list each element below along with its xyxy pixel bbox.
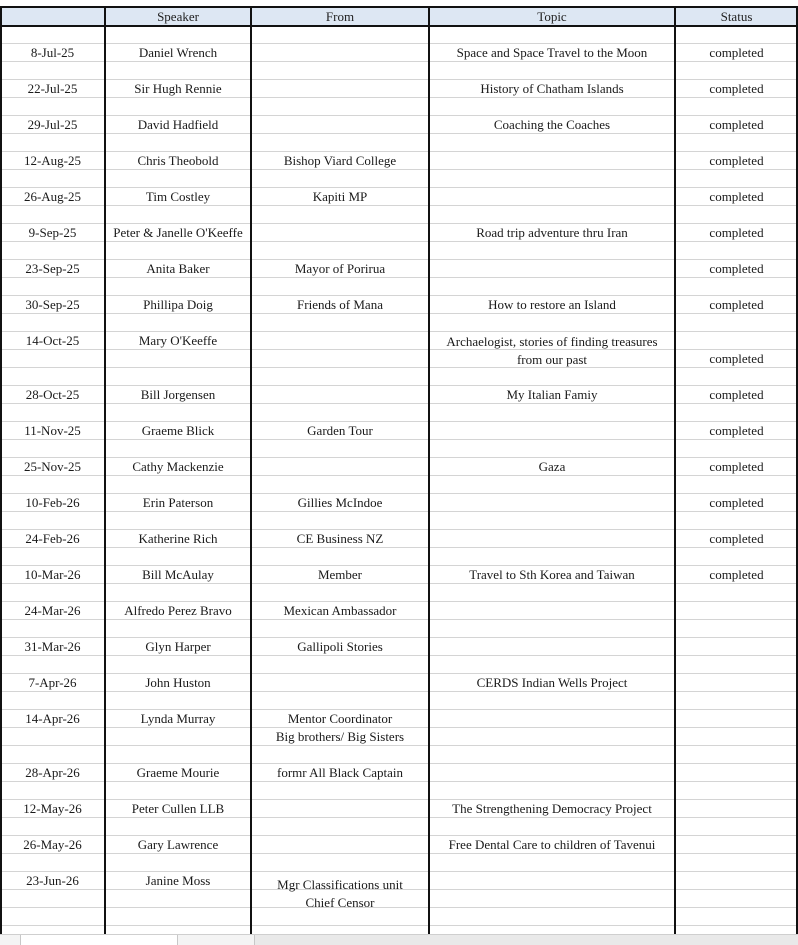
row-status[interactable]: completed <box>709 387 764 402</box>
row-status[interactable]: completed <box>709 567 764 582</box>
gridline <box>0 925 798 926</box>
row-date[interactable]: 26-Aug-25 <box>23 189 82 204</box>
row-topic-line2[interactable]: from our past <box>516 352 588 367</box>
row-speaker[interactable]: Bill McAulay <box>142 567 214 582</box>
row-speaker[interactable]: Lynda Murray <box>140 711 216 726</box>
column-border <box>0 6 2 934</box>
column-border <box>428 6 430 934</box>
row-speaker[interactable]: Katherine Rich <box>138 531 218 546</box>
row-from[interactable]: Gallipoli Stories <box>297 639 383 654</box>
row-topic[interactable]: Travel to Sth Korea and Taiwan <box>469 567 635 582</box>
row-status[interactable]: completed <box>709 153 764 168</box>
row-speaker[interactable]: Peter Cullen LLB <box>131 801 225 816</box>
row-from[interactable]: Mgr Classifications unit <box>277 877 403 892</box>
row-date[interactable]: 12-Aug-25 <box>23 153 82 168</box>
row-status[interactable]: completed <box>709 261 764 276</box>
row-speaker[interactable]: John Huston <box>145 675 211 690</box>
row-date[interactable]: 22-Jul-25 <box>27 81 78 96</box>
row-speaker[interactable]: Chris Theobold <box>137 153 219 168</box>
row-speaker[interactable]: Mary O'Keeffe <box>138 333 218 348</box>
row-speaker[interactable]: Graeme Mourie <box>136 765 220 780</box>
row-speaker[interactable]: Janine Moss <box>145 873 211 888</box>
row-date[interactable]: 14-Oct-25 <box>25 333 80 348</box>
sheet-tab-bar <box>0 934 798 945</box>
header-date <box>0 8 105 25</box>
row-speaker[interactable]: David Hadfield <box>137 117 219 132</box>
row-from[interactable]: Friends of Mana <box>297 297 383 312</box>
row-date[interactable]: 31-Mar-26 <box>24 639 81 654</box>
row-status[interactable]: completed <box>709 189 764 204</box>
row-from[interactable]: Bishop Viard College <box>283 153 397 168</box>
row-speaker[interactable]: Sir Hugh Rennie <box>134 81 222 96</box>
row-from[interactable]: formr All Black Captain <box>276 765 403 780</box>
row-date[interactable]: 30-Sep-25 <box>25 297 80 312</box>
row-status[interactable]: completed <box>709 81 764 96</box>
row-from-line2[interactable]: Big brothers/ Big Sisters <box>275 729 405 744</box>
row-from[interactable]: Kapiti MP <box>312 189 368 204</box>
header-topic: Topic <box>537 9 567 24</box>
row-speaker[interactable]: Peter & Janelle O'Keeffe <box>113 225 243 240</box>
row-speaker[interactable]: Gary Lawrence <box>137 837 219 852</box>
row-topic[interactable]: The Strengthening Democracy Project <box>452 801 652 816</box>
row-from[interactable]: Mexican Ambassador <box>283 603 397 618</box>
row-date[interactable]: 24-Mar-26 <box>24 603 81 618</box>
row-date[interactable]: 11-Nov-25 <box>24 423 81 438</box>
header-from: From <box>325 9 355 24</box>
row-speaker[interactable]: Daniel Wrench <box>138 45 218 60</box>
row-from[interactable]: Gillies McIndoe <box>297 495 383 510</box>
row-date[interactable]: 29-Jul-25 <box>27 117 78 132</box>
row-topic[interactable]: Road trip adventure thru Iran <box>476 225 628 240</box>
row-speaker[interactable]: Cathy Mackenzie <box>132 459 224 474</box>
row-topic[interactable]: CERDS Indian Wells Project <box>476 675 628 690</box>
row-status[interactable]: completed <box>709 531 764 546</box>
row-date[interactable]: 10-Mar-26 <box>24 567 81 582</box>
row-date[interactable]: 23-Sep-25 <box>25 261 80 276</box>
row-date[interactable]: 25-Nov-25 <box>23 459 82 474</box>
row-topic[interactable]: History of Chatham Islands <box>480 81 624 96</box>
row-speaker[interactable]: Bill Jorgensen <box>140 387 216 402</box>
row-date[interactable]: 8-Jul-25 <box>30 45 75 60</box>
column-border <box>250 6 252 934</box>
row-date[interactable]: 28-Oct-25 <box>25 387 80 402</box>
row-speaker[interactable]: Tim Costley <box>145 189 211 204</box>
row-status[interactable]: completed <box>709 423 764 438</box>
row-status[interactable]: completed <box>709 225 764 240</box>
header-bottom-border <box>0 25 798 27</box>
row-topic[interactable]: Free Dental Care to children of Tavenui <box>448 837 656 852</box>
row-topic[interactable]: My Italian Famiy <box>506 387 598 402</box>
row-from[interactable]: CE Business NZ <box>296 531 384 546</box>
row-from-line2[interactable]: Chief Censor <box>305 895 375 910</box>
row-date[interactable]: 7-Apr-26 <box>28 675 77 690</box>
row-topic[interactable]: How to restore an Island <box>488 297 616 312</box>
header-speaker: Speaker <box>157 9 199 24</box>
row-from[interactable]: Mayor of Porirua <box>294 261 386 276</box>
row-speaker[interactable]: Graeme Blick <box>141 423 215 438</box>
row-topic[interactable]: Gaza <box>538 459 566 474</box>
row-topic[interactable]: Archaelogist, stories of finding treasures <box>446 334 658 349</box>
row-date[interactable]: 10-Feb-26 <box>25 495 80 510</box>
row-date[interactable]: 24-Feb-26 <box>25 531 80 546</box>
row-topic[interactable]: Coaching the Coaches <box>493 117 611 132</box>
row-status[interactable]: completed <box>709 495 764 510</box>
row-date[interactable]: 12-May-26 <box>23 801 82 816</box>
row-from[interactable]: Garden Tour <box>307 423 373 438</box>
row-speaker[interactable]: Glyn Harper <box>145 639 211 654</box>
row-date[interactable]: 9-Sep-25 <box>28 225 77 240</box>
row-speaker[interactable]: Alfredo Perez Bravo <box>124 603 232 618</box>
row-from[interactable]: Member <box>317 567 363 582</box>
row-date[interactable]: 26-May-26 <box>23 837 82 852</box>
row-status[interactable]: completed <box>709 117 764 132</box>
row-status[interactable]: completed <box>709 351 764 366</box>
row-speaker[interactable]: Phillipa Doig <box>143 297 213 312</box>
row-speaker[interactable]: Erin Paterson <box>142 495 214 510</box>
column-border <box>104 6 106 934</box>
row-status[interactable]: completed <box>709 297 764 312</box>
row-status[interactable]: completed <box>709 459 764 474</box>
header-status: Status <box>720 9 753 24</box>
row-date[interactable]: 14-Apr-26 <box>25 711 80 726</box>
row-speaker[interactable]: Anita Baker <box>146 261 210 276</box>
column-border <box>674 6 676 934</box>
row-date[interactable]: 28-Apr-26 <box>25 765 80 780</box>
row-topic[interactable]: Space and Space Travel to the Moon <box>456 45 648 60</box>
row-from[interactable]: Mentor Coordinator <box>287 711 393 726</box>
row-status[interactable]: completed <box>709 45 764 60</box>
row-date[interactable]: 23-Jun-26 <box>26 873 79 888</box>
